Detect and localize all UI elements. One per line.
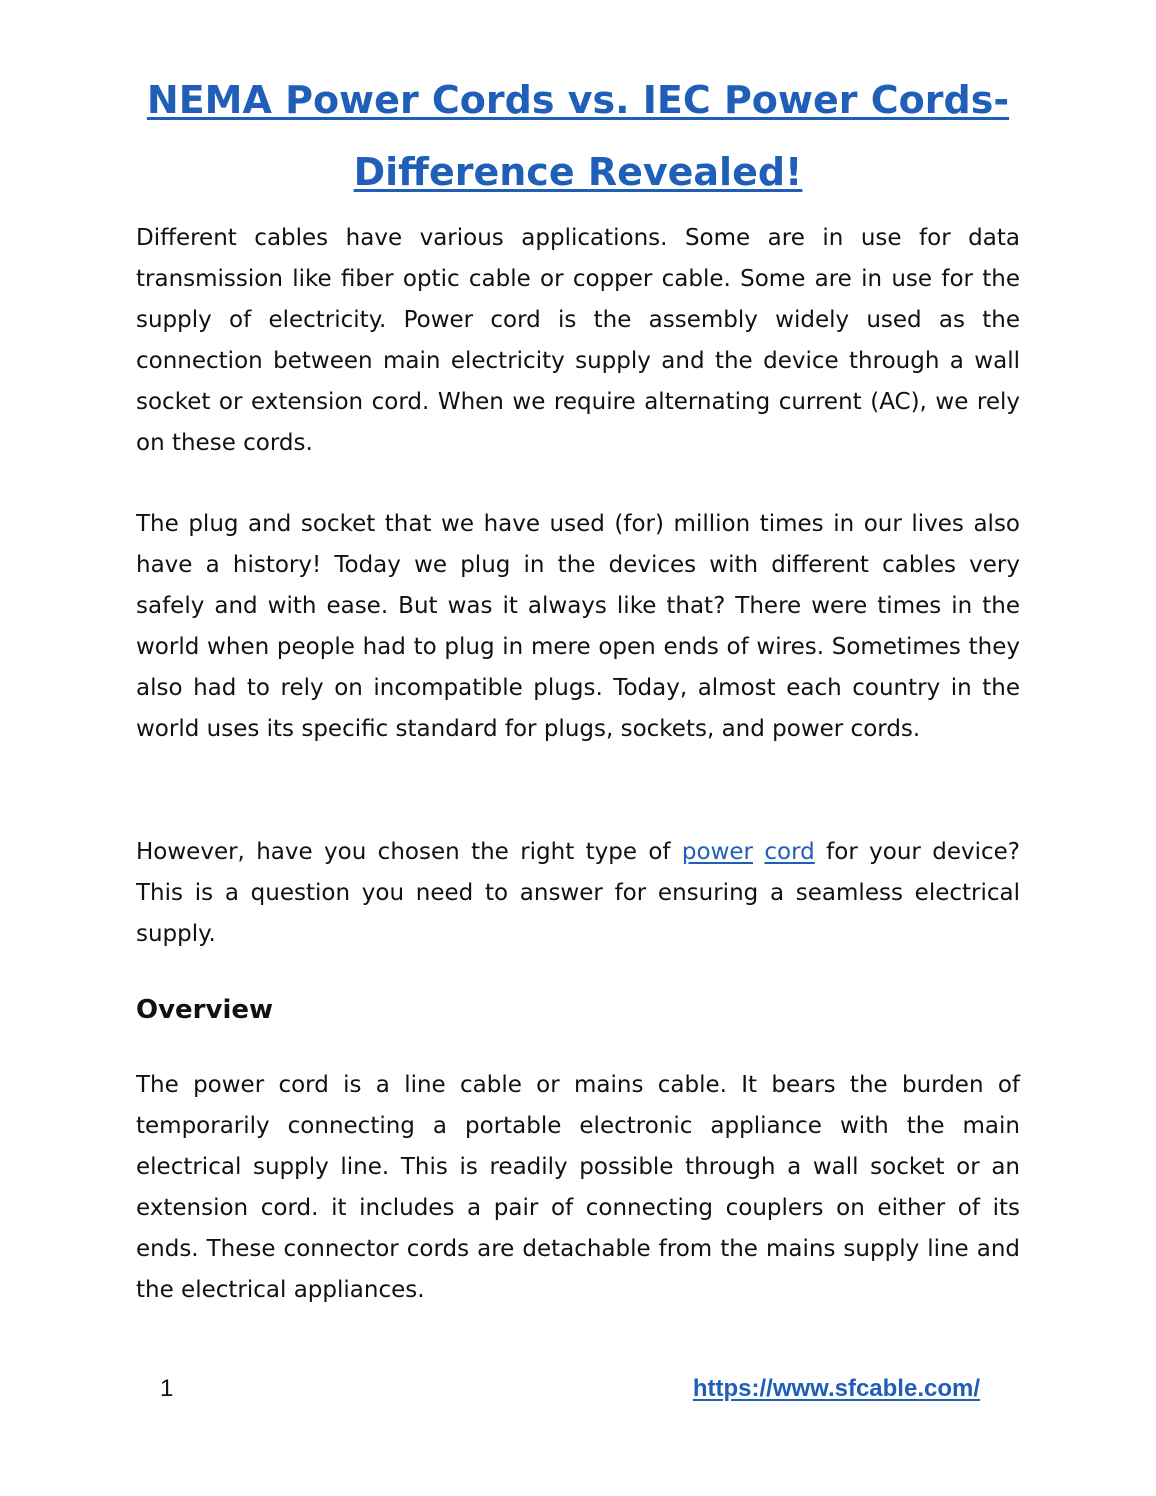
title-line-2[interactable]: Difference Revealed! (353, 150, 803, 194)
cord-link[interactable]: cord (764, 839, 815, 865)
choice-paragraph-text-before: However, have you chosen the right type of (136, 839, 682, 865)
overview-paragraph: The power cord is a line cable or mains cable. It bears the burden of temporarily connecting a portable electronic appliance with the main electrical supply line. This is readily possible through a wall socket or an extension cord. it includes a pair of connecting couplers on either of its ends. These connector cords are detachable from the mains supply line and the electrical appliances. (136, 1072, 1020, 1303)
choice-paragraph-text-after: for your device? This is a question you need to answer for ensuring a seamless electrical supply. (136, 839, 1021, 947)
history-paragraph: The plug and socket that we have used (for) million times in our lives also have a history! Today we plug in the devices with different cables very safely and with ease. But was it always like that? There were times in the world when people had to plug in mere open ends of wires. Sometimes they also had to rely on incompatible plugs. Today, almost each country in the world uses its specific standard for plugs, sockets, and power cords. (136, 511, 1020, 742)
page-number: 1 (160, 1375, 174, 1402)
website-link[interactable]: https://www.sfcable.com/ (692, 1375, 980, 1402)
choice-paragraph (136, 832, 1020, 955)
power-link[interactable]: power (681, 839, 754, 865)
page-title[interactable] (96, 64, 1060, 208)
overview-heading: Overview (136, 995, 274, 1025)
intro-paragraph: Different cables have various applications. Some are in use for data transmission like fiber optic cable or copper cable. Some are in use for the supply of electricity. Power cord is the assembly widely used as the connection between main electricity supply and the device through a wall socket or extension cord. When we require alternating current (AC), we rely on these cords. (136, 225, 1020, 456)
title-line-1[interactable]: NEMA Power Cords vs. IEC Power Cords- (146, 78, 1010, 122)
